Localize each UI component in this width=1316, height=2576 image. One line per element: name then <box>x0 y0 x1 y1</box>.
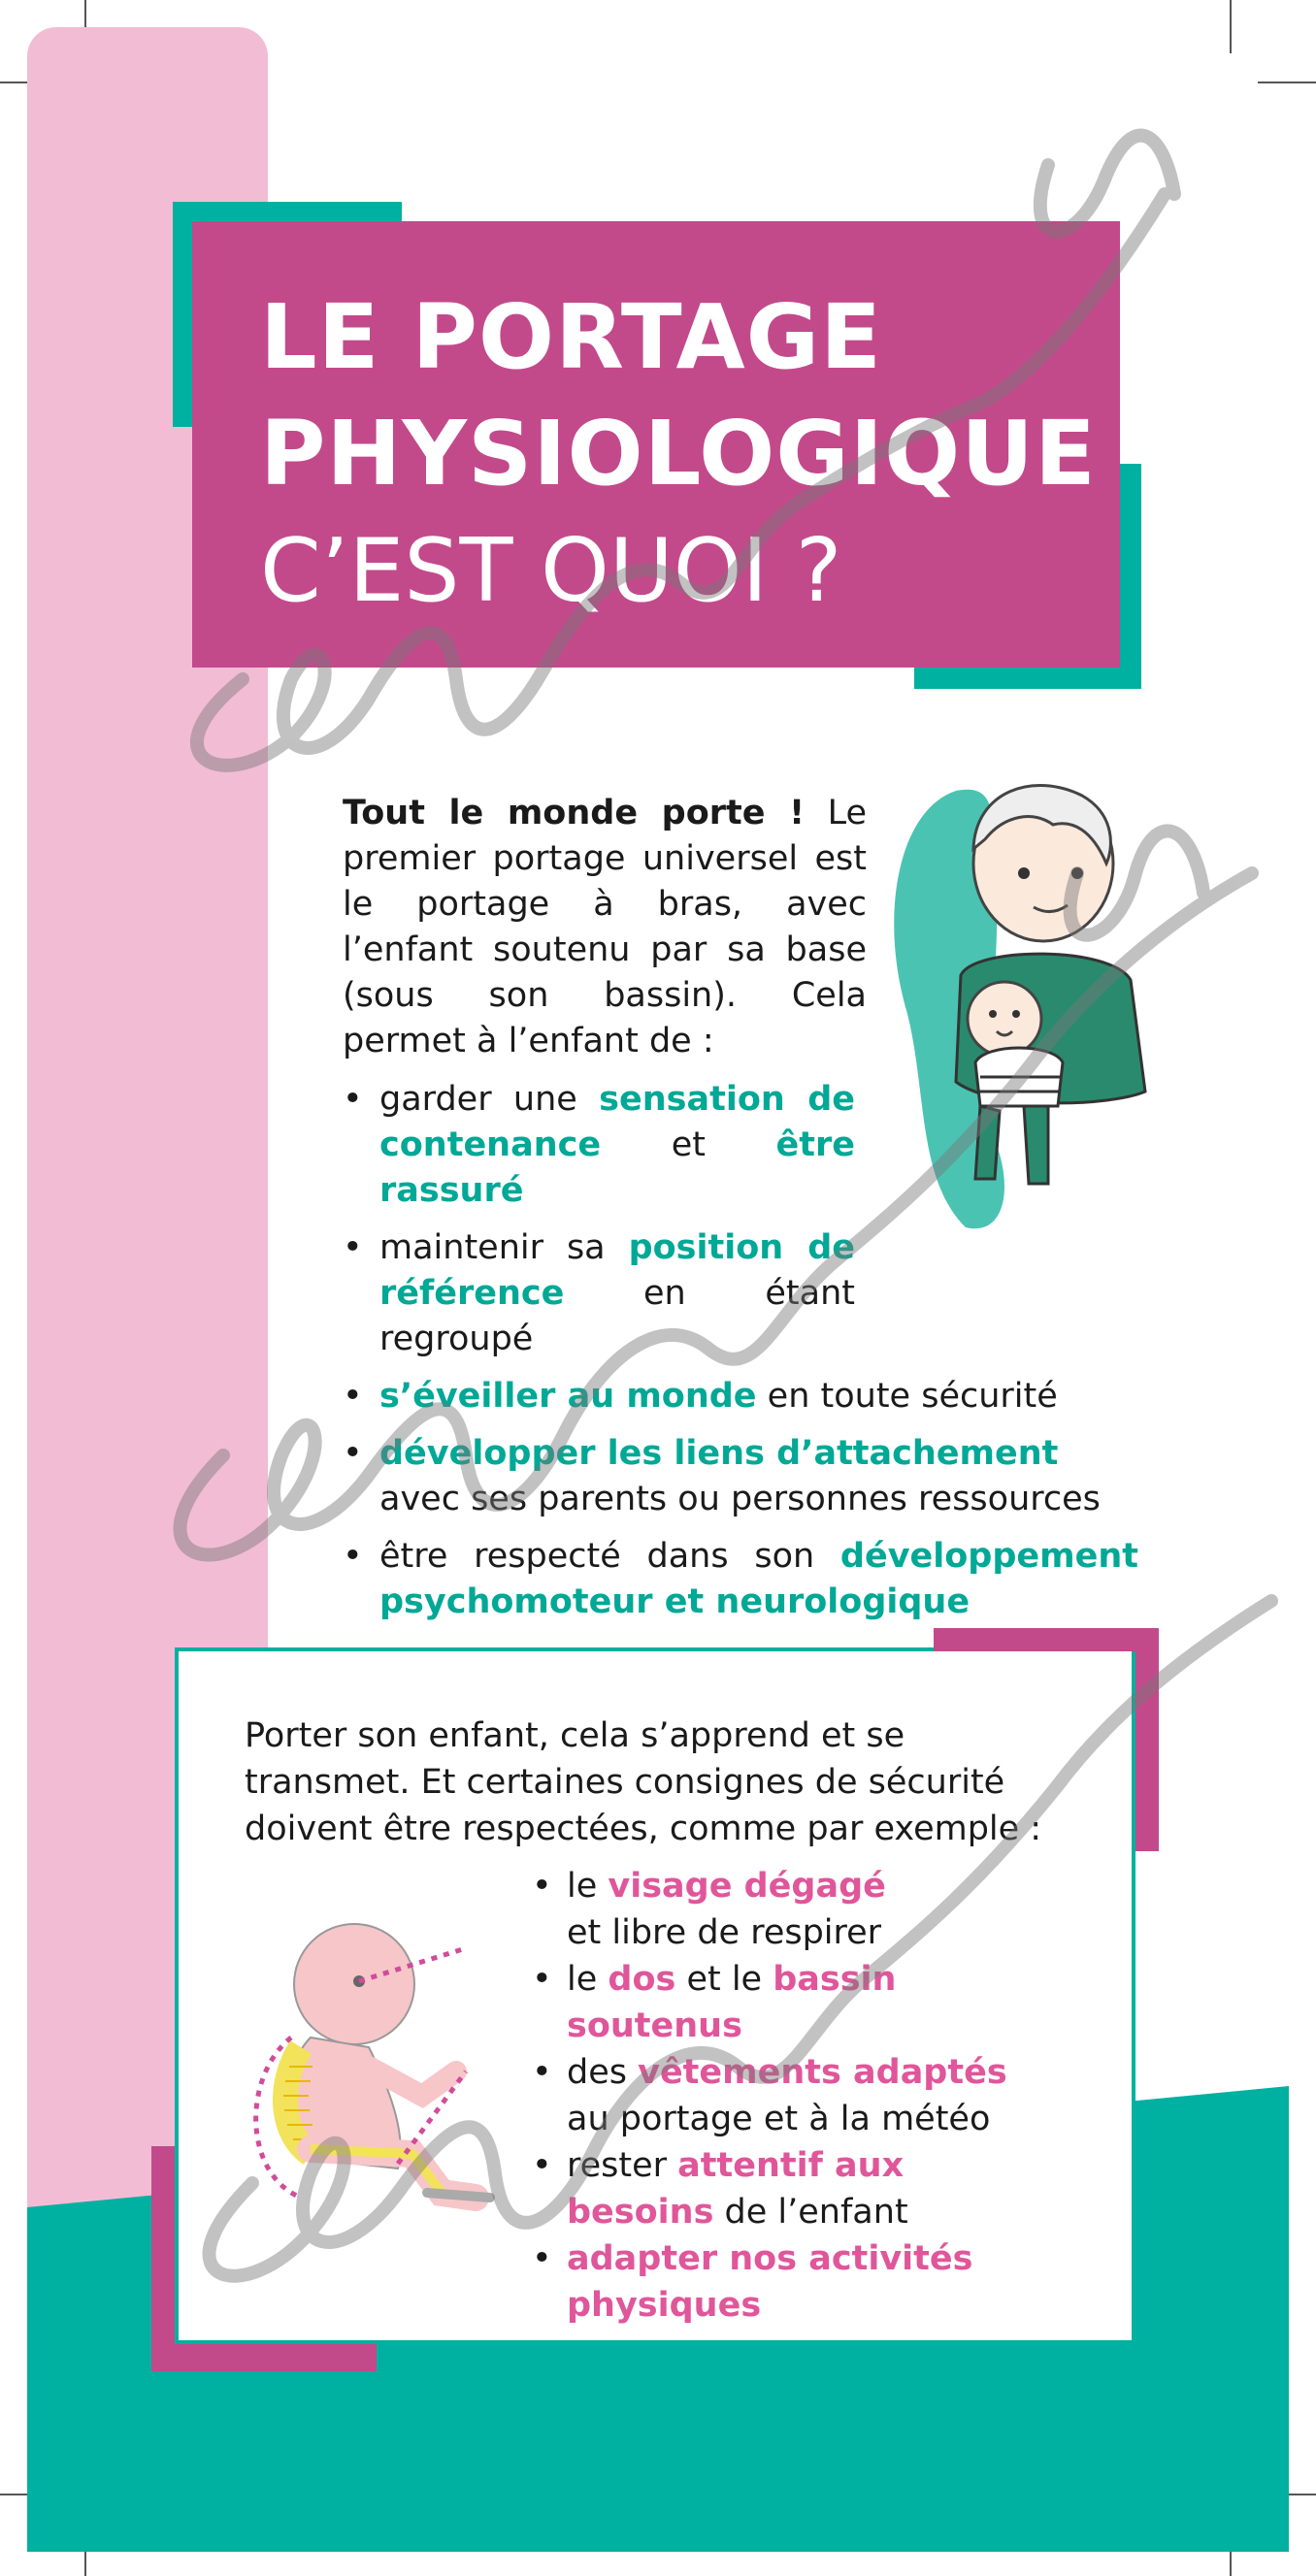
safety-item: • le visage dégagé et libre de respirer <box>532 1863 1075 1956</box>
intro-paragraph <box>343 791 867 1064</box>
title-line-1: LE PORTAGE <box>260 285 883 389</box>
benefit-item: • développer les liens d’attachement avec ses parents ou personnes ressources <box>343 1431 1138 1522</box>
benefit-item: • garder une sensation de contenance et être rassuré <box>343 1077 855 1214</box>
intro-text: Le premier portage universel est le portage à bras, avec l’enfant soutenu par sa base (sous son bassin). Cela permet à l’enfant de : <box>343 794 867 1060</box>
crop-mark <box>1230 0 1232 53</box>
safety-item: • des vêtements adaptés au portage et à la météo <box>532 2049 1075 2142</box>
benefit-item: • maintenir sa position de référence en étant regroupé <box>343 1225 855 1362</box>
baby-posture-illustration <box>243 1902 505 2212</box>
safety-intro: Porter son enfant, cela s’apprend et se transmet. Et certaines consignes de sécurité doivent être respectées, comme par exemple : <box>245 1716 1042 1848</box>
safety-item: • le dos et le bassin soutenus <box>532 1956 1075 2049</box>
intro-bold: Tout le monde porte ! <box>343 794 806 832</box>
safety-list <box>532 1863 1075 2329</box>
title-line-2: PHYSIOLOGIQUE <box>260 402 1097 505</box>
safety-item: • adapter nos activités physiques <box>532 2235 994 2329</box>
title-line-3: C’EST QUOI ? <box>260 520 842 622</box>
safety-item: • rester attentif aux besoins de l’enfant <box>532 2142 955 2235</box>
benefit-item: • s’éveiller au monde en toute sécurité <box>343 1374 1138 1419</box>
benefits-list <box>343 1077 1138 1637</box>
crop-mark <box>1258 82 1316 83</box>
benefit-item: • être respecté dans son développement psychomoteur et neurologique <box>343 1534 1138 1625</box>
page-title <box>260 279 1095 631</box>
